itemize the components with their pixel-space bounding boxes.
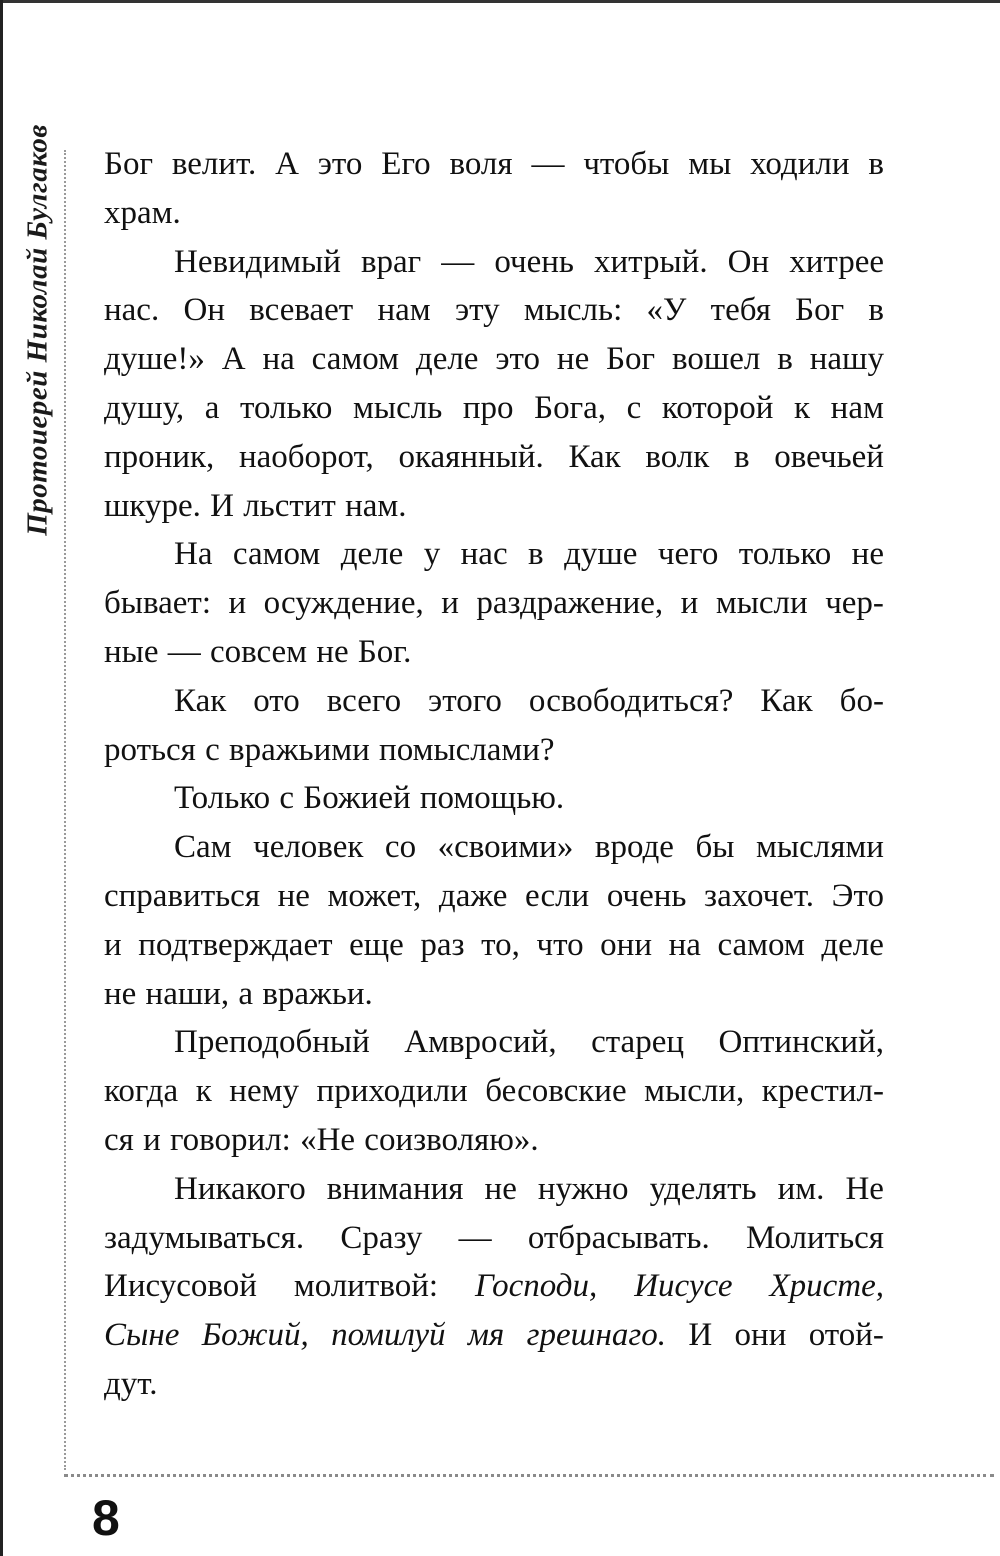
word: душу, (104, 389, 185, 426)
word: мысль: (523, 292, 623, 329)
text-line (104, 1214, 884, 1263)
word: с (626, 389, 642, 426)
word: раз (420, 926, 465, 963)
word: это (495, 341, 541, 378)
word: хитрый. (594, 243, 708, 280)
word: бесовские (485, 1073, 627, 1110)
word: отбрасывать. (527, 1219, 710, 1256)
text-line (104, 1360, 884, 1409)
word: овечьей (774, 438, 884, 475)
text-line (104, 1311, 884, 1360)
word: Его (381, 146, 431, 182)
paragraph (104, 1165, 884, 1409)
word: вошел (671, 341, 761, 378)
word: они (600, 926, 652, 963)
text-line (104, 189, 884, 238)
word: наоборот, (238, 438, 374, 475)
paragraph (104, 1018, 884, 1164)
word: мысль (353, 389, 443, 426)
paragraph (104, 774, 884, 823)
word: душе!» (104, 341, 205, 378)
word: Сразу (340, 1219, 423, 1256)
word: Бог (104, 146, 153, 182)
text-line (104, 872, 884, 921)
word: Божий, (201, 1317, 309, 1354)
word: только (738, 536, 832, 573)
word: внимания (326, 1170, 464, 1207)
word: это (317, 146, 363, 182)
word: всевает (249, 292, 354, 329)
word: мысли (715, 585, 808, 622)
word: И (210, 487, 234, 524)
paragraph (104, 823, 884, 1018)
word: бывает: (104, 585, 211, 622)
word: еще (349, 926, 404, 963)
word: Бог (606, 341, 656, 378)
word: чер- (825, 585, 884, 622)
text-line (104, 677, 884, 726)
word: отой- (808, 1317, 884, 1354)
word: Как (760, 682, 813, 719)
word: не (484, 1170, 517, 1207)
word: ся (104, 1121, 134, 1158)
word: они (734, 1317, 787, 1354)
page-top-edge (0, 0, 1000, 3)
word: у (423, 536, 441, 573)
word: Он (727, 243, 770, 280)
word: воля (449, 146, 513, 182)
paragraph (104, 677, 884, 775)
word: нему (229, 1073, 299, 1110)
word: душе (564, 536, 638, 573)
word: к (794, 389, 811, 426)
text-line (104, 579, 884, 628)
word: чего (657, 536, 719, 573)
word: «своими» (437, 829, 574, 866)
word: Господи, (475, 1268, 598, 1305)
word: в (868, 146, 884, 182)
text-line (104, 384, 884, 433)
word: молитвой: (293, 1268, 439, 1305)
word: с (279, 780, 295, 817)
word: и (680, 585, 699, 622)
word: приходили (316, 1073, 468, 1110)
word: — (167, 633, 201, 670)
word: Амвросий, (404, 1024, 557, 1061)
word: то, (481, 926, 520, 963)
word: Бог. (357, 633, 412, 670)
word: на (262, 341, 295, 378)
word: Молиться (745, 1219, 884, 1256)
word: вроде (594, 829, 674, 866)
text-line (104, 628, 884, 677)
word: подтверждает (138, 926, 333, 963)
word: которой (661, 389, 774, 426)
word: захочет. (704, 877, 815, 914)
word: может, (327, 877, 422, 914)
word: бы (695, 829, 735, 866)
word: Никакого (174, 1170, 306, 1207)
word: Божией (303, 780, 411, 817)
word: ото (253, 682, 300, 719)
word: осуждение, (263, 585, 424, 622)
word: Сыне (104, 1317, 180, 1354)
word: наши, (145, 975, 230, 1012)
word: соизволяю». (364, 1121, 539, 1158)
word: мы (688, 146, 732, 182)
word: справиться (104, 877, 260, 914)
word: Оптинский, (718, 1024, 884, 1061)
word: и (228, 585, 247, 622)
word: Это (831, 877, 884, 914)
word: волк (645, 438, 710, 475)
word: Он (183, 292, 225, 329)
text-line (104, 286, 884, 335)
word: что (536, 926, 584, 963)
word: помыслами? (379, 731, 555, 768)
word: дут. (104, 1365, 158, 1402)
word: враг (360, 243, 422, 280)
page-left-edge (0, 0, 3, 1556)
word: мя (467, 1317, 505, 1354)
word: мысли, (644, 1073, 745, 1110)
word: чтобы (583, 146, 670, 182)
text-line (104, 1165, 884, 1214)
text-line (104, 238, 884, 287)
word: деле (340, 536, 404, 573)
text-line (104, 482, 884, 531)
word: — (458, 1219, 492, 1256)
word: вражьими (229, 731, 370, 768)
word: с (205, 731, 220, 768)
word: эту (454, 292, 500, 329)
word: вражьи. (262, 975, 373, 1012)
word: в (868, 292, 884, 329)
word: Не (845, 1170, 884, 1207)
word: помилуй (331, 1317, 446, 1354)
word: нужно (537, 1170, 629, 1207)
word: задумываться. (104, 1219, 305, 1256)
text-line (104, 335, 884, 384)
word: крестил- (761, 1073, 884, 1110)
text-line (104, 726, 884, 775)
word: не (104, 975, 137, 1012)
text-line (104, 1262, 884, 1311)
word: к (195, 1073, 212, 1110)
text-line (104, 921, 884, 970)
word: раздражение, (476, 585, 664, 622)
word: велит. (171, 146, 257, 182)
text-line (104, 1116, 884, 1165)
word: деле (415, 341, 479, 378)
word: нашу (809, 341, 884, 378)
word: в (777, 341, 793, 378)
text-line (104, 140, 884, 189)
word: Иисусовой (104, 1268, 257, 1305)
word: ные (104, 633, 159, 670)
word: Христе, (769, 1268, 884, 1305)
word: этого (428, 682, 502, 719)
word: самом (311, 341, 400, 378)
text-line (104, 530, 884, 579)
text-line (104, 1018, 884, 1067)
word: Бога, (534, 389, 607, 426)
word: окаянный. (398, 438, 544, 475)
text-line (104, 823, 884, 872)
word: — (531, 146, 565, 182)
word: На (174, 536, 213, 573)
word: хитрее (789, 243, 884, 280)
word: и (104, 926, 122, 963)
word: А (221, 341, 246, 378)
word: совсем (209, 633, 308, 670)
word: тебя (710, 292, 771, 329)
word: Бог (795, 292, 845, 329)
word: когда (104, 1073, 179, 1110)
word: не (277, 877, 310, 914)
word: не (556, 341, 590, 378)
paragraph (104, 140, 884, 238)
word: ходили (750, 146, 850, 182)
body-text (104, 140, 884, 1409)
word: — (441, 243, 475, 280)
word: шкуре. (104, 487, 201, 524)
word: и (441, 585, 459, 622)
word: даже (438, 877, 508, 914)
paragraph (104, 238, 884, 531)
word: со (384, 829, 417, 866)
word: И (688, 1317, 713, 1354)
running-head-rule (64, 150, 66, 1470)
text-line (104, 1067, 884, 1116)
word: Невидимый (174, 243, 341, 280)
word: нас (460, 536, 508, 573)
word: не (851, 536, 884, 573)
word: Как (174, 682, 227, 719)
word: «У (646, 292, 687, 329)
word: человек (253, 829, 364, 866)
word: храм. (104, 194, 181, 231)
text-line (104, 970, 884, 1019)
word: льстит (243, 487, 336, 524)
word: и (143, 1121, 161, 1158)
word: про (462, 389, 514, 426)
word: говорил: (169, 1121, 291, 1158)
word: самом (232, 536, 321, 573)
word: на (668, 926, 701, 963)
word: Иисусе (634, 1268, 733, 1305)
word: Сам (174, 829, 232, 866)
word: грешнаго. (526, 1317, 667, 1354)
running-head-text: Протоиерей Николай Булгаков (21, 124, 54, 536)
word: уделять (649, 1170, 757, 1207)
word: а (204, 389, 220, 426)
footer-rule (64, 1474, 994, 1477)
word: мыслями (756, 829, 884, 866)
word: А (275, 146, 299, 182)
word: всего (326, 682, 402, 719)
word: проник, (104, 438, 215, 475)
paragraph (104, 530, 884, 676)
word: очень (494, 243, 574, 280)
word: Только (174, 780, 271, 817)
word: очень (606, 877, 687, 914)
word: не (316, 633, 349, 670)
page-number: 8 (92, 1490, 120, 1546)
word: самом (717, 926, 805, 963)
word: старец (591, 1024, 685, 1061)
word: нам (377, 292, 431, 329)
word: Как (568, 438, 621, 475)
word: помощью. (419, 780, 565, 817)
word: освободиться? (528, 682, 734, 719)
word: им. (777, 1170, 825, 1207)
word: «Не (300, 1121, 356, 1158)
word: только (240, 389, 333, 426)
text-line (104, 433, 884, 482)
text-line (104, 774, 884, 823)
word: бо- (839, 682, 884, 719)
word: а (238, 975, 254, 1012)
word: в (734, 438, 750, 475)
word: Преподобный (174, 1024, 370, 1061)
word: деле (821, 926, 884, 963)
word: в (528, 536, 544, 573)
word: роться (104, 731, 196, 768)
word: нам. (345, 487, 407, 524)
word: если (524, 877, 590, 914)
word: нас. (104, 292, 160, 329)
word: нам (830, 389, 884, 426)
